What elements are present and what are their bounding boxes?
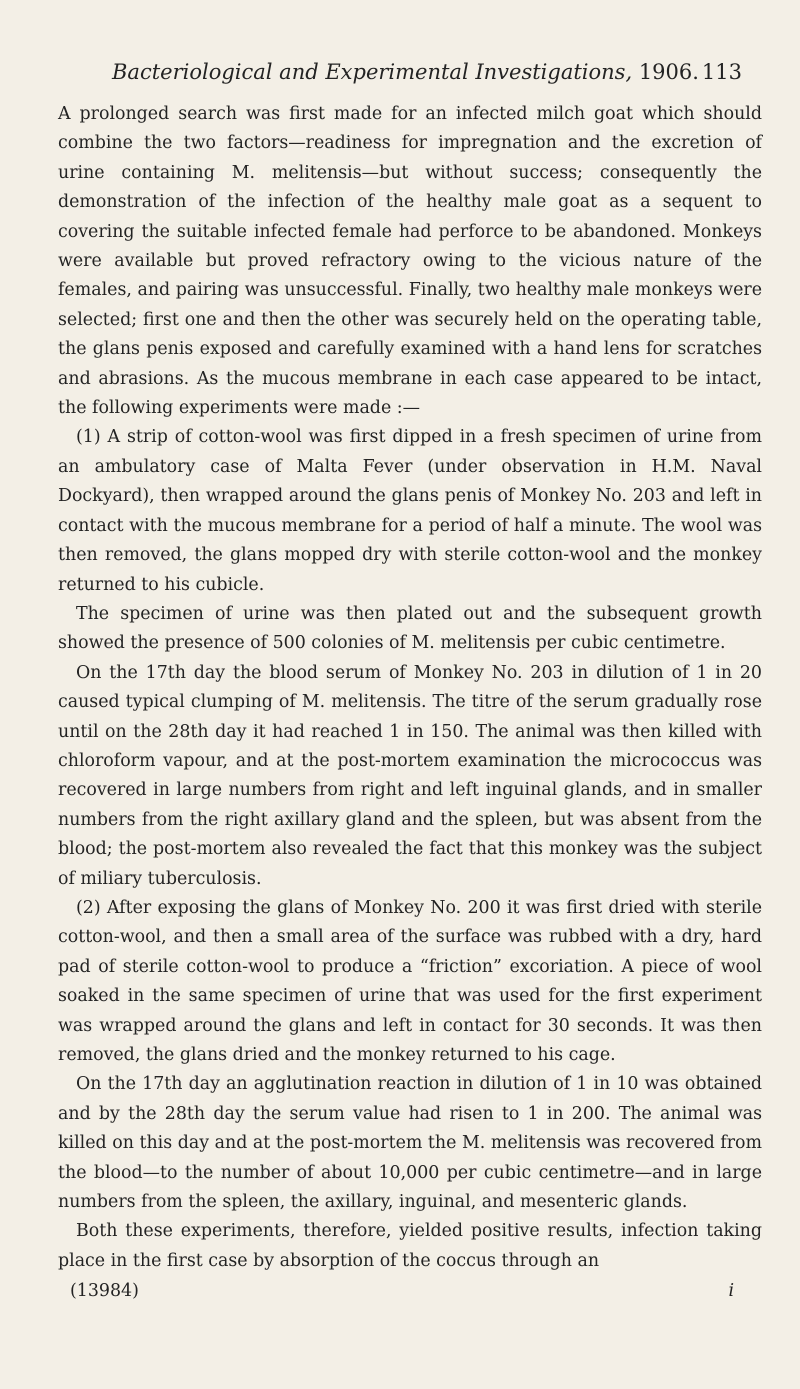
paragraph-experiment-2: (2) After exposing the glans of Monkey No. 200 it was first dried with sterile cotton-wool, and then a small area of the surface was rubbed with a dry, hard pad of sterile cotton-wool to produce a “friction” excoriation. A piece of wool soaked in the same specimen of urine that was used for the first experiment was wrapped around the glans and left in contact for 30 seconds. It was then removed, the glans dried and the monkey returned to his cage. [58,897,762,1065]
paragraph-conclusion: Both these experiments, therefore, yielded positive results, infection taking place in the first case by absorption of the coccus through an [58,1221,762,1271]
signature-mark: i [728,1281,734,1302]
running-title-year: 1906. [632,60,699,84]
paragraph-urine-plating: The specimen of urine was then plated out and the subsequent growth showed the presence of 500 colonies of M. melitensis per cubic centimetre. [58,603,762,654]
paragraph-experiment-1: (1) A strip of cotton-wool was first dipped in a fresh specimen of urine from an ambulatory case of Malta Fever (under observation in H.M. Naval Dockyard), then wrapped around the glans penis of Monkey No. 203 and left in contact with the mucous membrane for a period of half a minute. The wool was then removed, the glans mopped dry with sterile cotton-wool and the monkey returned to his cubicle. [58,427,762,595]
paragraph-monkey-203-result: On the 17th day the blood serum of Monkey No. 203 in dilution of 1 in 20 caused typical clumping of M. melitensis. The titre of the serum gradually rose until on the 28th day it had reached 1 in 150. The animal was then killed with chloroform vapour, and at the post-mortem examination the micrococcus was recovered in large numbers from right and left inguinal glands, and in smaller numbers from the right axillary gland and the spleen, but was absent from the blood; the post-mortem also revealed the fact that this monkey was the subject of miliary tuberculosis. [58,662,762,889]
paragraph-monkey-200-result: On the 17th day an agglutination reaction in dilution of 1 in 10 was obtained and by the 28th day the serum value had risen to 1 in 200. The animal was killed on this day and at the post-mortem the M. melitensis was recovered from the blood—to the number of about 10,000 per cubic centimetre—and in large numbers from the spleen, the axillary, inguinal, and mesenteric glands. [58,1074,762,1213]
running-title: Bacteriological and Experimental Investigations, 1906. [112,60,699,84]
page-number: 113 [701,60,742,84]
paragraph-intro: A prolonged search was first made for an infected milch goat which should combine the two factors—readiness for impregnation and the excretion of urine containing M. melitensis—but without success; consequently the demonstration of the infection of the healthy male goat as a sequent to covering the suitable infected female had perforce to be abandoned. Monkeys were available but proved refractory owing to the vicious nature of the females, and pairing was unsuccessful. Finally, two healthy male monkeys were selected; first one and then the other was securely held on the operating table, the glans penis exposed and carefully examined with a hand lens for scratches and abrasions. As the mucous membrane in each case appeared to be intact, the following experiments were made :— [58,104,762,419]
page-footer [58,1276,762,1306]
running-head [58,60,762,100]
body-text [58,100,762,1276]
print-number: (13984) [70,1281,139,1302]
